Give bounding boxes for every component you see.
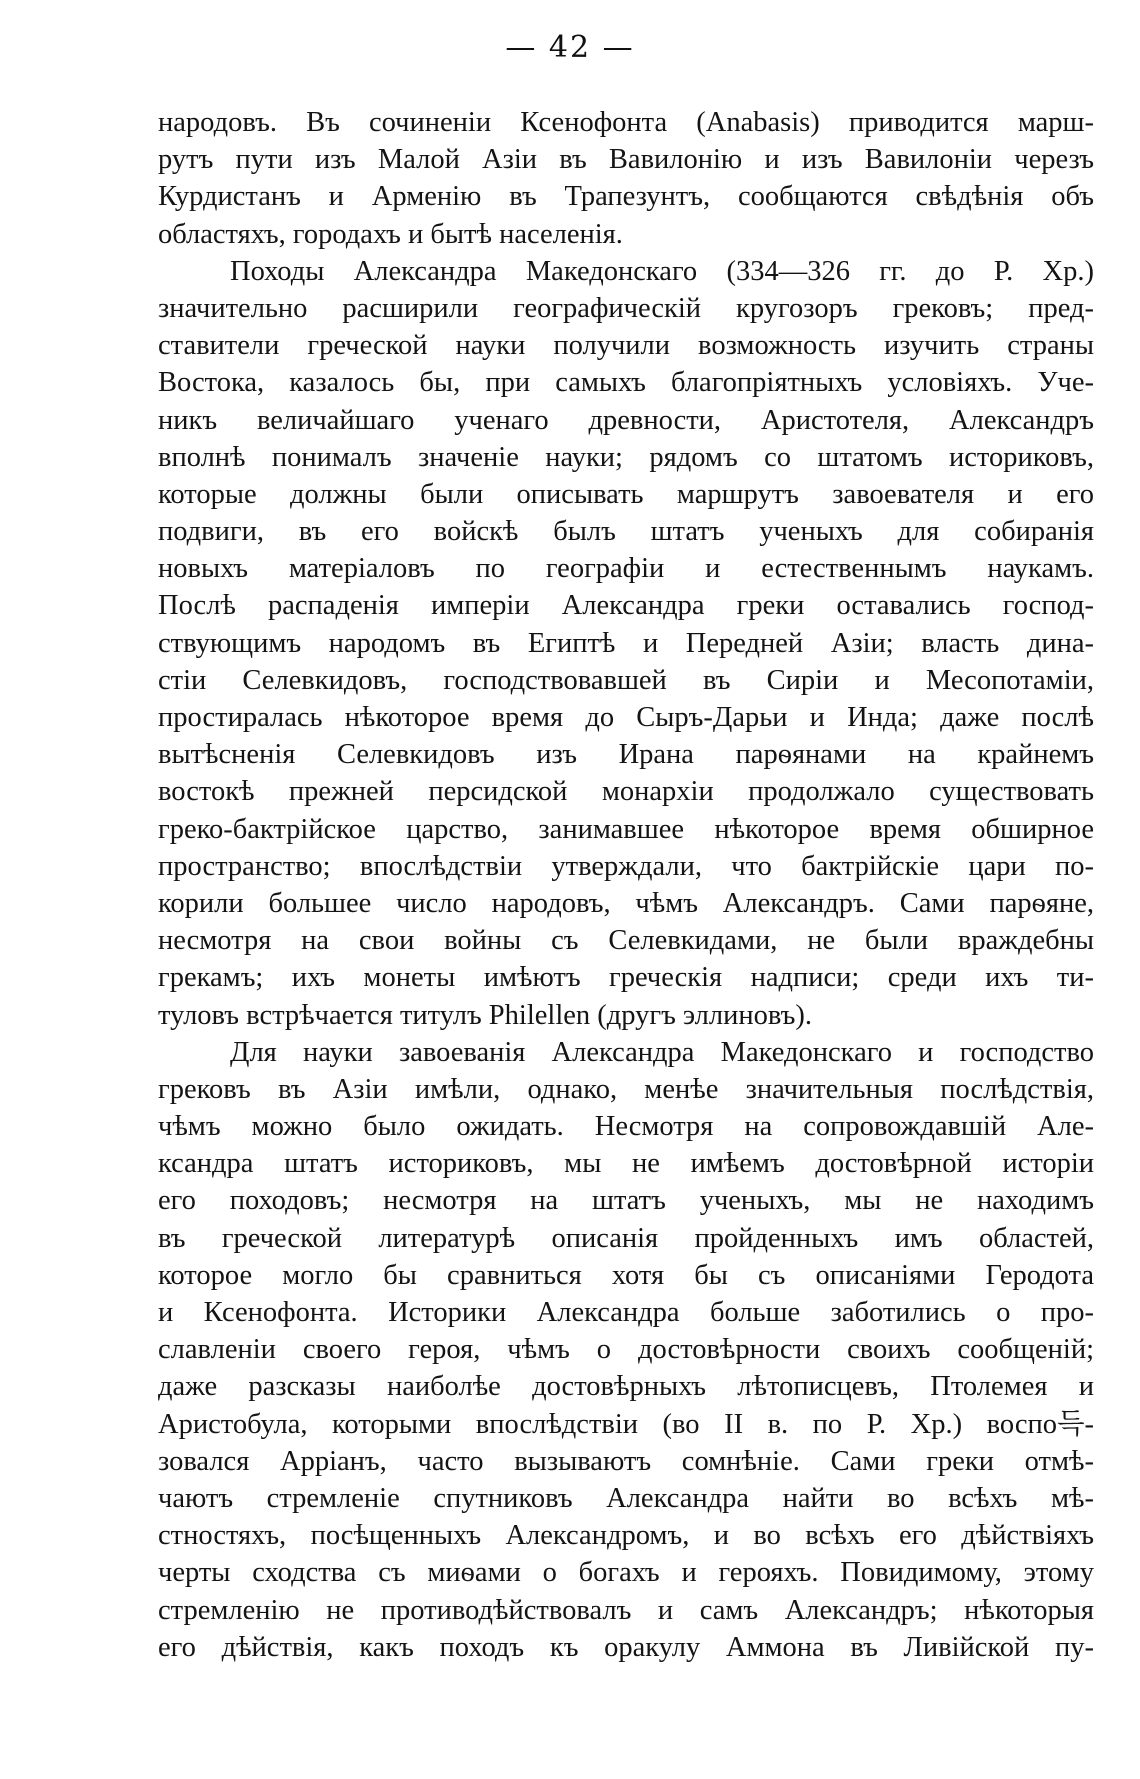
paragraph-first-line: Для науки завоеванія Александра Македонскаго и господство	[230, 1036, 1094, 1068]
text-line: греко-бактрійское царство, занимавшее нѣкоторое время обширное	[158, 813, 1094, 845]
text-line: туловъ встрѣчается титулъ Philellen (другъ эллиновъ).	[158, 999, 812, 1031]
text-line: въ греческой литературѣ описанія пройденныхъ имъ областей,	[158, 1222, 1094, 1254]
text-line: областяхъ, городахъ и бытѣ населенія.	[158, 218, 623, 250]
text-line: славленіи своего героя, чѣмъ о достовѣрности своихъ сообщеній;	[158, 1334, 1094, 1366]
text-line: даже разсказы наиболѣе достовѣрныхъ лѣтописцевъ, Птолемея и	[158, 1371, 1094, 1403]
page-number: — 42 —	[505, 30, 635, 65]
text-line: ствующимъ народомъ въ Египтѣ и Передней Азіи; власть дина-	[158, 627, 1094, 659]
text-line: его дѣйствія, какъ походъ къ оракулу Аммона въ Ливійской пу-	[158, 1631, 1094, 1663]
text-line: которые должны были описывать маршрутъ завоевателя и его	[158, 478, 1094, 510]
text-line: никъ величайшаго ученаго древности, Аристотеля, Александръ	[158, 404, 1094, 436]
text-line: Востока, казалось бы, при самыхъ благопріятныхъ условіяхъ. Уче-	[158, 367, 1094, 399]
text-line: значительно расширили географическій кругозоръ грековъ; пред-	[158, 292, 1094, 324]
text-line: стностяхъ, посѣщенныхъ Александромъ, и во всѣхъ его дѣйствіяхъ	[158, 1520, 1094, 1552]
text-line: зовался Арріанъ, часто вызываютъ сомнѣніе. Сами греки отмѣ-	[158, 1445, 1094, 1477]
text-line: корили большее число народовъ, чѣмъ Александръ. Сами парѳяне,	[158, 887, 1094, 919]
text-line: рутъ пути изъ Малой Азіи въ Вавилонію и изъ Вавилоніи черезъ	[158, 144, 1094, 176]
text-line: грековъ въ Азіи имѣли, однако, менѣе значительныя послѣдствія,	[158, 1073, 1094, 1105]
text-line: чаютъ стремленіе спутниковъ Александра найти во всѣхъ мѣ-	[158, 1482, 1094, 1514]
text-line: Курдистанъ и Арменію въ Трапезунтъ, сообщаются свѣдѣнія объ	[158, 181, 1094, 213]
text-line: востокѣ прежней персидской монархіи продолжало существовать	[158, 776, 1094, 808]
text-line: которое могло бы сравниться хотя бы съ описаніями Геродота	[158, 1259, 1094, 1291]
text-line: Аристобула, которыми впослѣдствіи (во II в. по Р. Хр.) воспо득-	[158, 1408, 1094, 1440]
text-line: и Ксенофонта. Историки Александра больше заботились о про-	[158, 1297, 1094, 1328]
text-line: вполнѣ понималъ значеніе науки; рядомъ со штатомъ историковъ,	[158, 441, 1094, 473]
text-line: несмотря на свои войны съ Селевкидами, не были враждебны	[158, 925, 1094, 957]
text-line: Послѣ распаденія имперіи Александра греки оставались господ-	[158, 590, 1094, 622]
text-line: новыхъ матеріаловъ по географіи и естественнымъ наукамъ.	[158, 553, 1094, 585]
text-line: его походовъ; несмотря на штатъ ученыхъ, мы не находимъ	[158, 1185, 1094, 1217]
body-text	[158, 104, 1094, 1666]
text-line: подвиги, въ его войскѣ былъ штатъ ученыхъ для собиранія	[158, 516, 1094, 548]
text-line: чѣмъ можно было ожидать. Несмотря на сопровождавшій Але-	[158, 1111, 1094, 1143]
text-line: черты сходства съ миѳами о богахъ и герояхъ. Повидимому, этому	[158, 1557, 1094, 1589]
text-line: пространство; впослѣдствіи утверждали, что бактрійскіе цари по-	[158, 850, 1094, 882]
text-line: простиралась нѣкоторое время до Сыръ-Дарьи и Инда; даже послѣ	[158, 702, 1094, 733]
text-line: грекамъ; ихъ монеты имѣютъ греческія надписи; среди ихъ ти-	[158, 962, 1094, 994]
text-line: стремленію не противодѣйствовалъ и самъ Александръ; нѣкоторыя	[158, 1594, 1094, 1626]
text-line: ставители греческой науки получили возможность изучить страны	[158, 330, 1094, 362]
paragraph-first-line: Походы Александра Македонскаго (334—326 гг. до Р. Хр.)	[230, 255, 1094, 287]
text-line: вытѣсненія Селевкидовъ изъ Ирана парѳянами на крайнемъ	[158, 739, 1094, 771]
text-line: ксандра штатъ историковъ, мы не имѣемъ достовѣрной исторіи	[158, 1148, 1094, 1180]
text-line: стіи Селевкидовъ, господствовавшей въ Сиріи и Месопотаміи,	[158, 664, 1094, 696]
text-line: народовъ. Въ сочиненіи Ксенофонта (Anabasis) приводится марш-	[158, 107, 1094, 138]
